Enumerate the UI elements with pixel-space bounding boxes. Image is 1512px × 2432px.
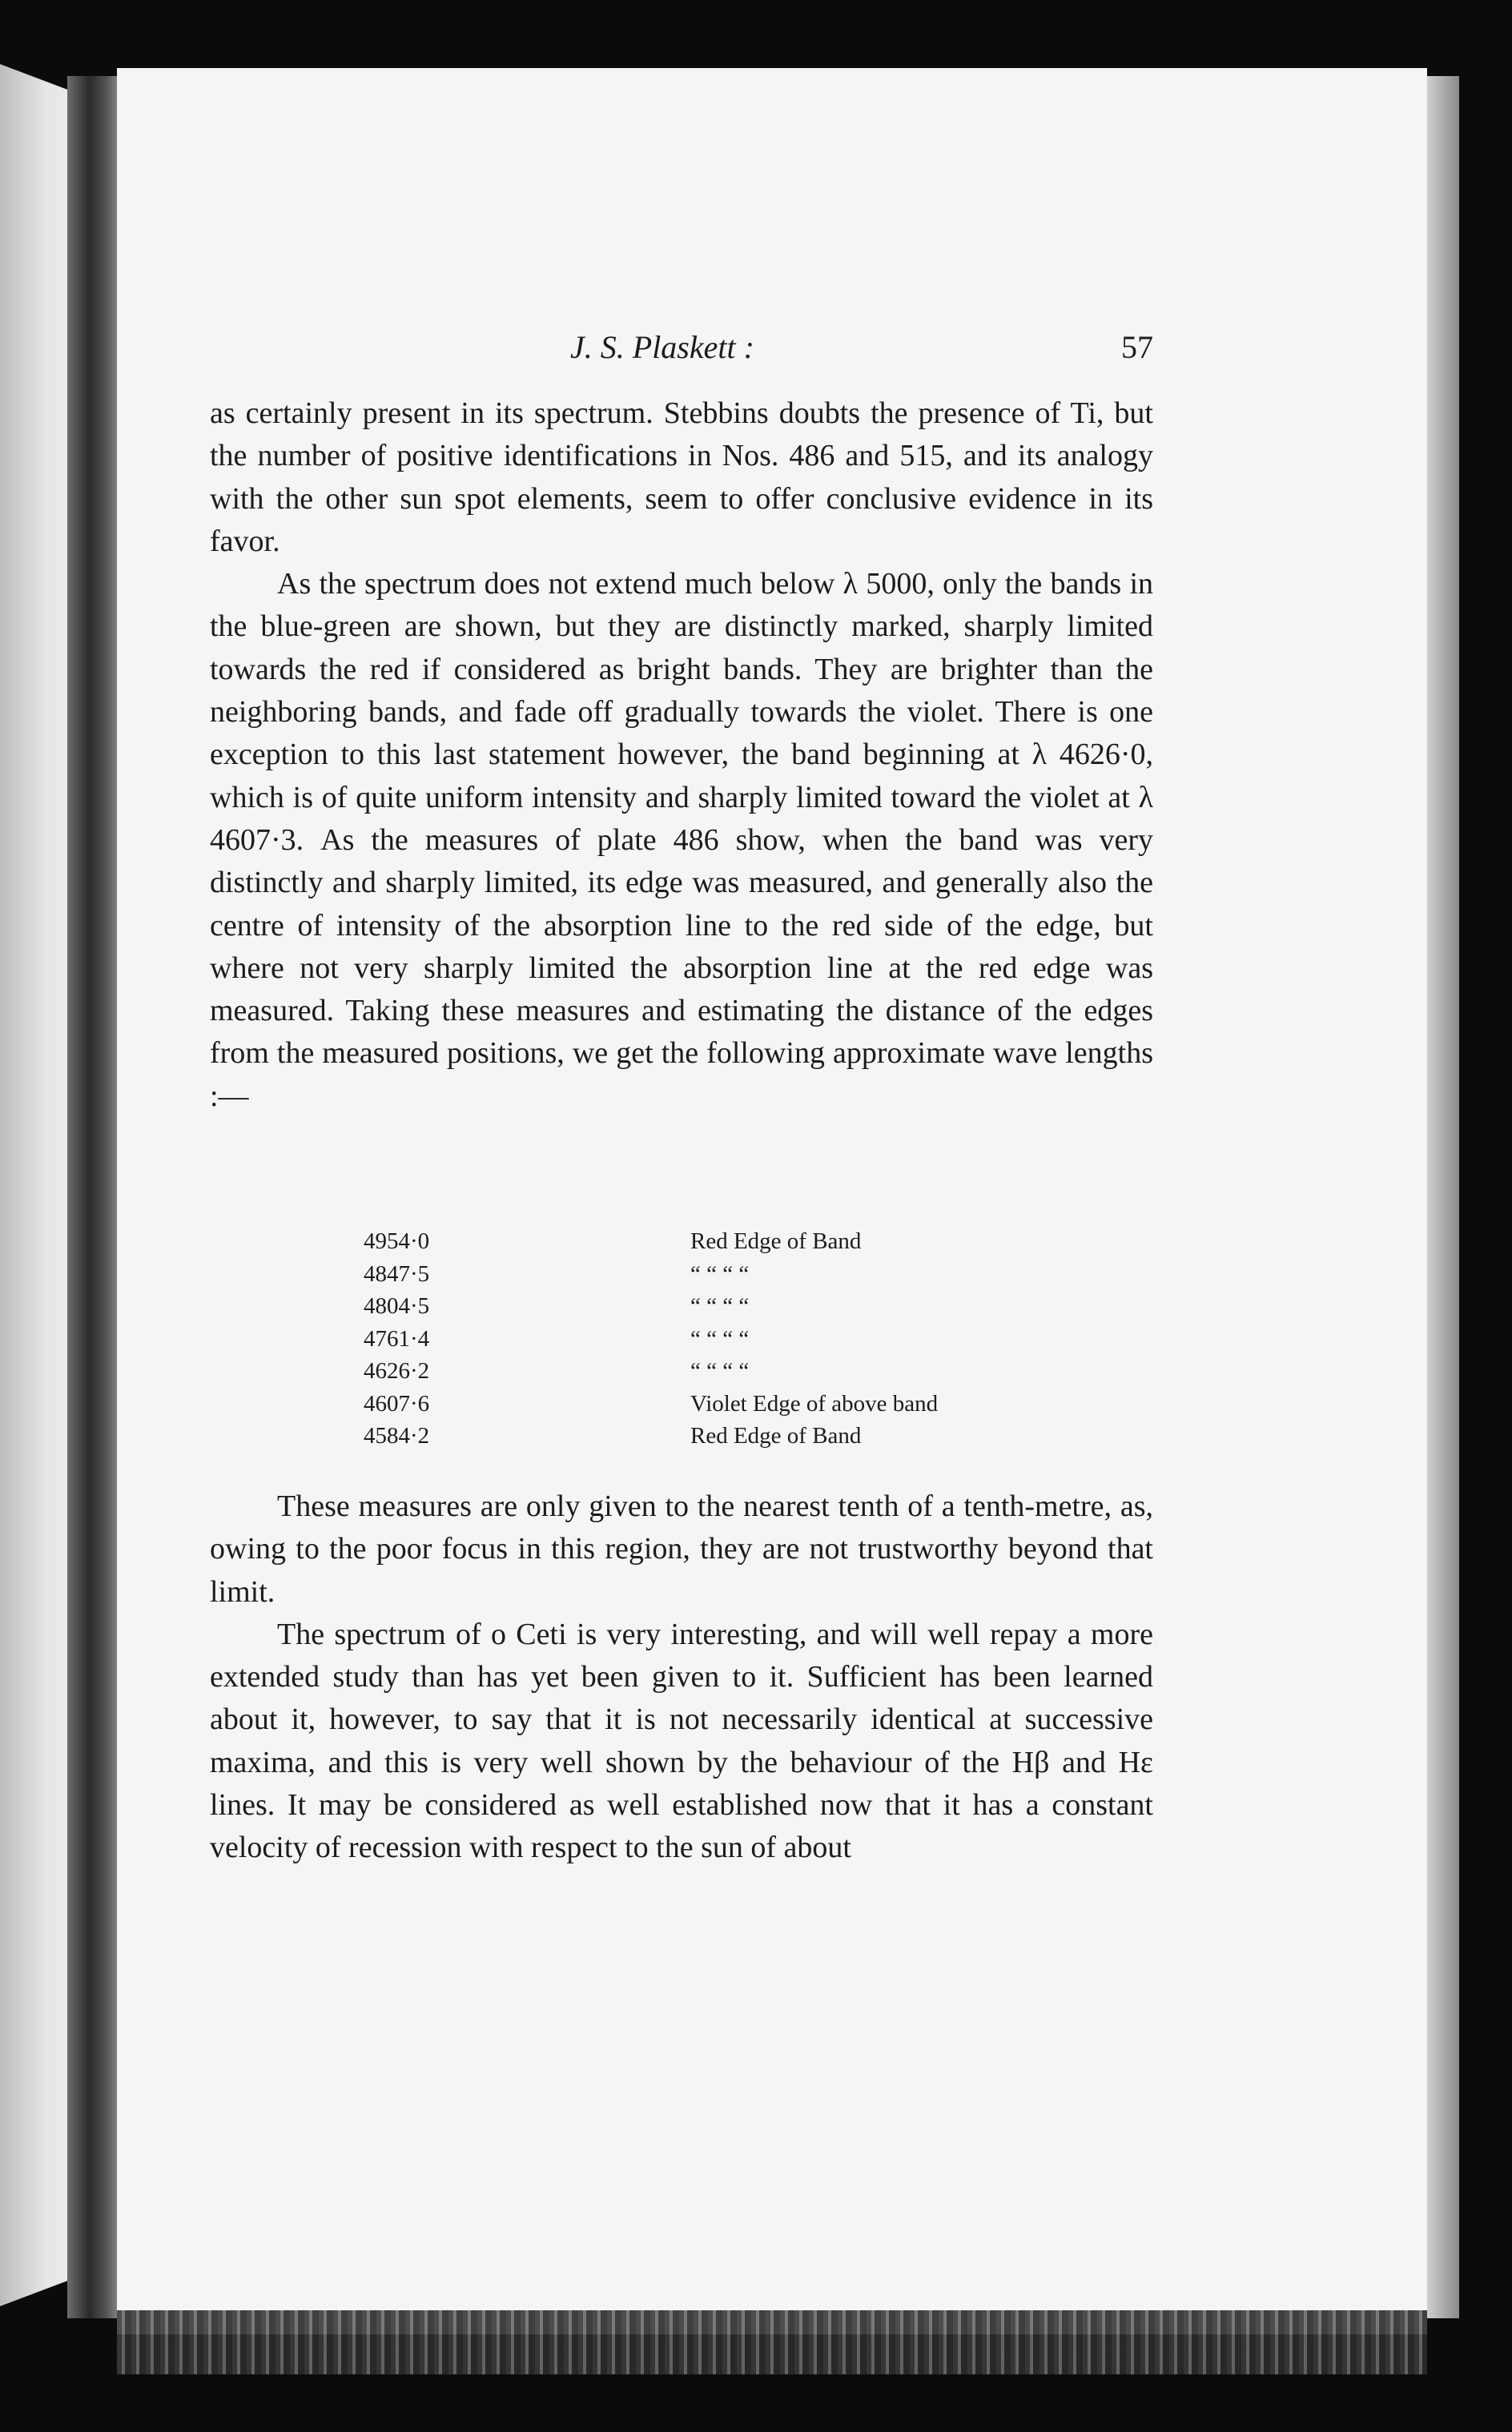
table-row [364,1388,1004,1421]
wavelength-cell: 4761·4 [364,1325,430,1352]
bottom-binding-texture [117,2310,1427,2374]
description-cell: Violet Edge of above band [690,1390,939,1417]
wavelength-cell: 4804·5 [364,1293,430,1319]
page-edge-shadow [1427,76,1459,2318]
wavelength-table [364,1225,1004,1453]
description-cell: “ “ “ “ [690,1260,750,1287]
wavelength-cell: 4954·0 [364,1228,430,1254]
page-number: 57 [1121,329,1153,365]
page-header [208,328,1153,376]
table-row [364,1355,1004,1388]
paragraph: As the spectrum does not extend much below λ 5000, only the bands in the blue-green are shown, but they are distinctly marked, sharply limited towards the red if considered as bright bands. They are brighter than the neighboring bands, and fade off gradually towards the violet. There is one exception to this last statement however, the band beginning at λ 4626·0, which is of quite uniform intensity and sharply limited toward the violet at λ 4607·3. As the measures of plate 486 show, when the band was very distinctly and sharply limited, its edge was measured, and generally also the centre of intensity of the absorption line to the red side of the edge, but where not very sharply limited the absorption line at the red edge was measured. Taking these measures and estimating the distance of the edges from the measured positions, we get the following approximate wave lengths :— [210,567,1153,1113]
book-gutter [67,76,123,2318]
description-cell: Red Edge of Band [690,1423,862,1449]
paragraph: as certainly present in its spectrum. Stebbins doubts the presence of Ti, but the number of positive identifications in Nos. 486 and 515, and its analogy with the other sun spot elements, seem to offer conclusive evidence in its favor. [210,396,1153,558]
table-row [364,1258,1004,1291]
table-row [364,1290,1004,1323]
running-head: J. S. Plaskett : [570,329,754,365]
wavelength-cell: 4584·2 [364,1423,430,1449]
description-cell: “ “ “ “ [690,1358,750,1384]
description-cell: Red Edge of Band [690,1228,862,1254]
wavelength-cell: 4847·5 [364,1260,430,1287]
paragraph: These measures are only given to the nearest tenth of a tenth-metre, as, owing to the poor focus in this region, they are not trustworthy beyond that limit. [210,1489,1153,1609]
wavelength-cell: 4607·6 [364,1390,430,1417]
table-row [364,1420,1004,1453]
paragraph: The spectrum of o Ceti is very interesting, and will well repay a more extended study than has yet been given to it. Sufficient has been learned about it, however, to say that it is not necessarily identical at successive maxima, and this is very well shown by the behaviour of the Hβ and Hε lines. It may be considered as well established now that it has a constant velocity of recession with respect to the sun of about [210,1617,1153,1865]
wavelength-cell: 4626·2 [364,1358,430,1384]
body-text-bottom [210,1485,1153,1870]
body-text-top [210,392,1153,1118]
description-cell: “ “ “ “ [690,1293,750,1319]
table-row [364,1225,1004,1258]
table-row [364,1323,1004,1356]
description-cell: “ “ “ “ [690,1325,750,1352]
